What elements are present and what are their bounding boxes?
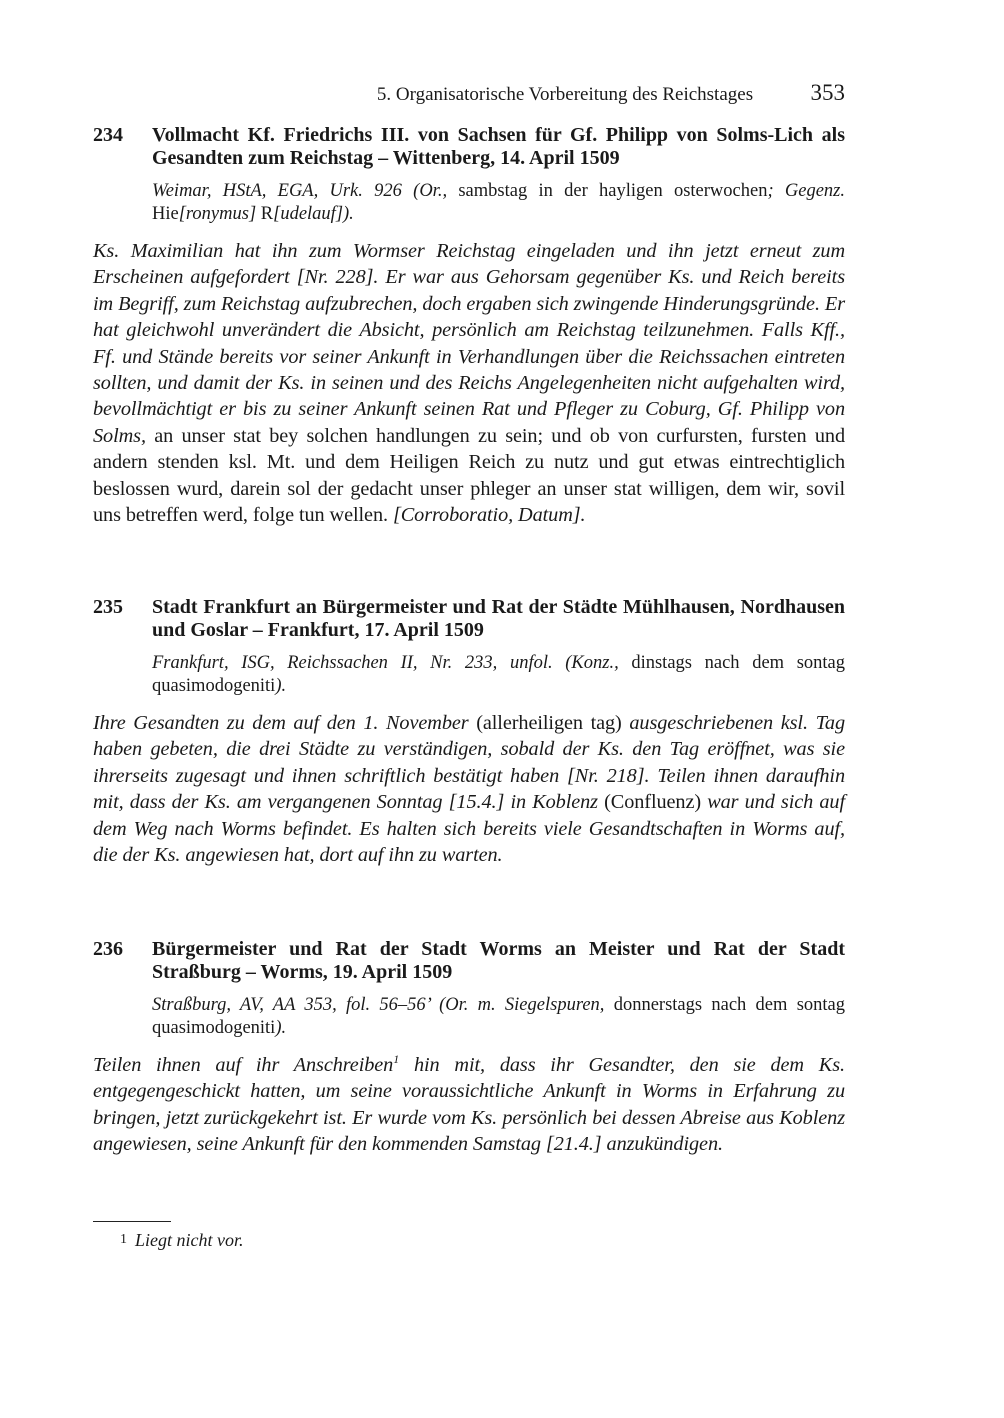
page-number: 353: [810, 80, 845, 105]
text-segment: sambstag in der hayligen osterwochen: [447, 181, 768, 201]
summary-text: [93, 710, 845, 868]
text-segment: hin mit, dass ihr Gesandter, den sie dem Ks. entgegengeschickt hatten, um seine voraussichtliche Ankunft in Worms in Erfahrung zu bringen, jetzt zurückgekehrt ist. Er wurde vom Ks. persönlich bei dessen Abreise aus Koblenz angewiesen, seine Ankunft für den kommenden Samstag [21.4.] anzukündigen.: [93, 1054, 845, 1156]
text-segment: ; Gegenz.: [767, 181, 845, 201]
text-segment: Straßburg, AV, AA 353, fol. 56–56’ (Or. m. Siegelspuren,: [152, 995, 605, 1015]
text-segment: Ks. Maximilian hat ihn zum Wormser Reichstag eingeladen und ihn jetzt erneut zum Erscheinen aufgefordert [Nr. 228]. Er war aus Gehorsam gegenüber Ks. und Reich bereits im Begriff, zum Reichstag aufzubrechen, doch ergaben sich zwingende Hinderungsgründe. Er hat gleichwohl unverändert die Absicht, persönlich am Reichstag teilzunehmen. Falls Kff., Ff. und Stände bereits vor seiner Ankunft in Verhandlungen über die Reichssachen eintreten sollten, und damit der Ks. in seinen und des Reichs Angelegenheiten nicht aufgehalten wird, bevollmächtigt er bis zu seiner Ankunft seinen Rat und Pfleger zu Coburg, Gf. Philipp von Solms,: [93, 240, 845, 447]
text-segment: ).: [275, 1018, 287, 1038]
text-segment: Weimar, HStA, EGA, Urk. 926 (Or.,: [152, 181, 448, 201]
entry-title: Stadt Frankfurt an Bürgermeister und Rat der Städte Mühlhausen, Nordhausen und Goslar – Frankfurt, 17. April 1509: [152, 596, 845, 641]
text-segment: dinstags nach dem sontag quasimodogeniti: [152, 653, 845, 696]
entry-title: Bürgermeister und Rat der Stadt Worms an Meister und Rat der Stadt Straßburg – Worms, 19. April 1509: [152, 938, 845, 983]
text-segment: Frankfurt, ISG, Reichssachen II, Nr. 233, unfol. (Konz.,: [152, 653, 619, 673]
summary-text: [93, 238, 845, 528]
archival-source: [152, 652, 845, 698]
entry-heading: [93, 938, 845, 984]
text-segment: [Corroboratio, Datum].: [392, 504, 586, 527]
text-segment: Ihre Gesandten zu dem auf den 1. November: [93, 712, 469, 734]
footnote: [120, 1230, 244, 1251]
entry-number: 235: [93, 596, 123, 618]
entry-number: 234: [93, 124, 123, 146]
archival-source: [152, 994, 845, 1040]
running-head-title: 5. Organisatorische Vorbereitung des Reichstages: [376, 84, 754, 105]
entry-heading: [93, 596, 845, 642]
footnote-text: Liegt nicht vor.: [135, 1230, 244, 1250]
running-head: [93, 80, 845, 110]
entry-heading: [93, 124, 845, 170]
text-segment: Hie: [152, 204, 179, 224]
entry-number: 236: [93, 938, 123, 960]
text-segment: (Confluenz): [597, 791, 708, 814]
text-segment: an unser stat bey solchen handlungen zu sein; und ob von curfursten, fursten und andern stenden ksl. Mt. und dem Heiligen Reich zu nutz und gut etwas eintrechtiglich beslossen wurd, darein sol der gedacht unser phleger an unser stat willigen, dem wir, sovil uns betreffen werd, folge tun wellen.: [93, 424, 845, 527]
text-segment: R: [256, 204, 274, 224]
text-segment: ausgeschriebenen ksl. Tag haben gebeten, die drei Städte zu verständigen, sobald der Ks. den Tag eröffnet, was sie ihrerseits zugesagt und ihnen schriftlich bestätigt haben [Nr. 218]. Teilen ihnen daraufhin mit, dass der Ks. am vergangenen Sonntag [15.4.] in Koblenz: [93, 712, 845, 814]
text-segment: ).: [275, 676, 287, 696]
text-segment: donnerstags nach dem sontag quasimodogeniti: [152, 995, 845, 1038]
entry-235: [93, 596, 845, 868]
footnote-ref: 1: [393, 1052, 400, 1067]
entry-title: Vollmacht Kf. Friedrichs III. von Sachsen für Gf. Philipp von Solms-Lich als Gesandten zum Reichstag – Wittenberg, 14. April 1509: [152, 124, 845, 169]
summary-text: [93, 1052, 845, 1158]
archival-source: [152, 180, 845, 226]
footnote-number: 1: [120, 1232, 127, 1247]
text-segment: Teilen ihnen auf ihr Anschreiben: [93, 1054, 394, 1076]
text-segment: (allerheiligen tag): [468, 712, 630, 734]
entry-236: [93, 938, 845, 1158]
footnote-rule: [93, 1221, 171, 1222]
text-segment: war und sich auf dem Weg nach Worms befindet. Es halten sich bereits viele Gesandtschaften in Worms auf, die der Ks. angewiesen hat, dort auf ihn zu warten.: [93, 791, 845, 867]
text-segment: [udelauf]).: [273, 204, 354, 224]
text-segment: [ronymus]: [178, 204, 257, 224]
entry-234: [93, 124, 845, 528]
